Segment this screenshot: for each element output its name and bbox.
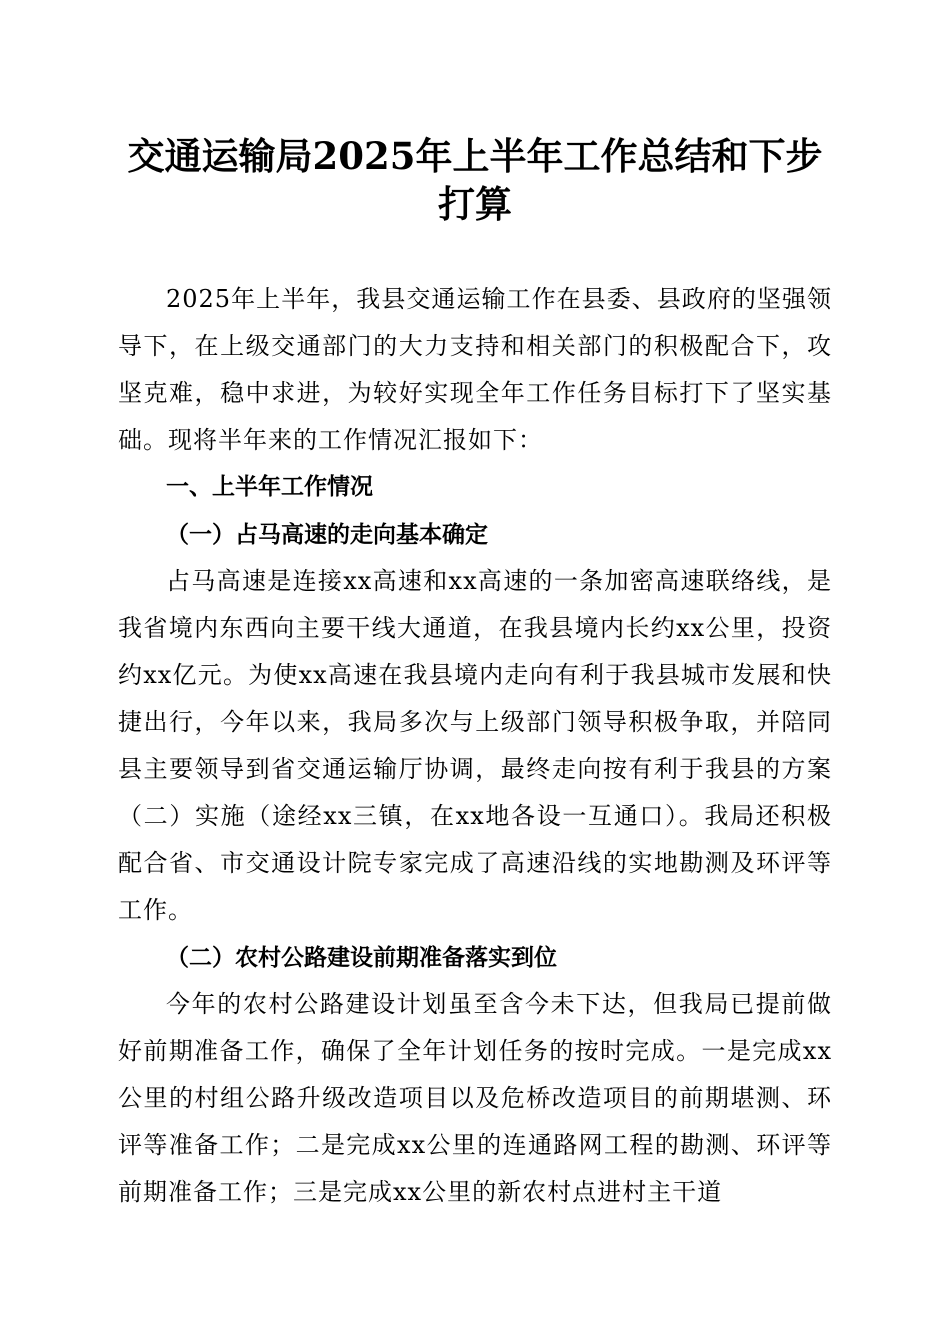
document-body bbox=[118, 276, 832, 1216]
section-heading-1: 一、上半年工作情况 bbox=[166, 474, 373, 500]
subsection-paragraph-2: 今年的农村公路建设计划虽至含今未下达，但我局已提前做好前期准备工作，确保了全年计划任务的按时完成。一是完成xx公里的村组公路升级改造项目以及危桥改造项目的前期堪测、环评等准备工作；二是完成xx公里的连通路网工程的勘测、环评等前期准备工作；三是完成xx公里的新农村点进村主干道 bbox=[118, 990, 832, 1206]
subsection-paragraph-1: 占马高速是连接xx高速和xx高速的一条加密高速联络线，是我省境内东西向主要干线大通道，在我县境内长约xx公里，投资约xx亿元。为使xx高速在我县境内走向有利于我县城市发展和快捷出行，今年以来，我局多次与上级部门领导积极争取，并陪同县主要领导到省交通运输厅协调，最终走向按有利于我县的方案（二）实施（途经xx三镇，在xx地各设一互通口）。我局还积极配合省、市交通设计院专家完成了高速沿线的实地勘测及环评等工作。 bbox=[118, 567, 832, 924]
intro-paragraph: 2025年上半年，我县交通运输工作在县委、县政府的坚强领导下，在上级交通部门的大力支持和相关部门的积极配合下，攻坚克难，稳中求进，为较好实现全年工作任务目标打下了坚实基础。现将半年来的工作情况汇报如下： bbox=[118, 285, 832, 454]
subsection-heading-2: （二）农村公路建设前期准备落实到位 bbox=[166, 944, 557, 971]
document-title: 交通运输局2025年上半年工作总结和下步打算 bbox=[127, 134, 823, 226]
subsection-heading-1: （一）占马高速的走向基本确定 bbox=[166, 521, 488, 548]
